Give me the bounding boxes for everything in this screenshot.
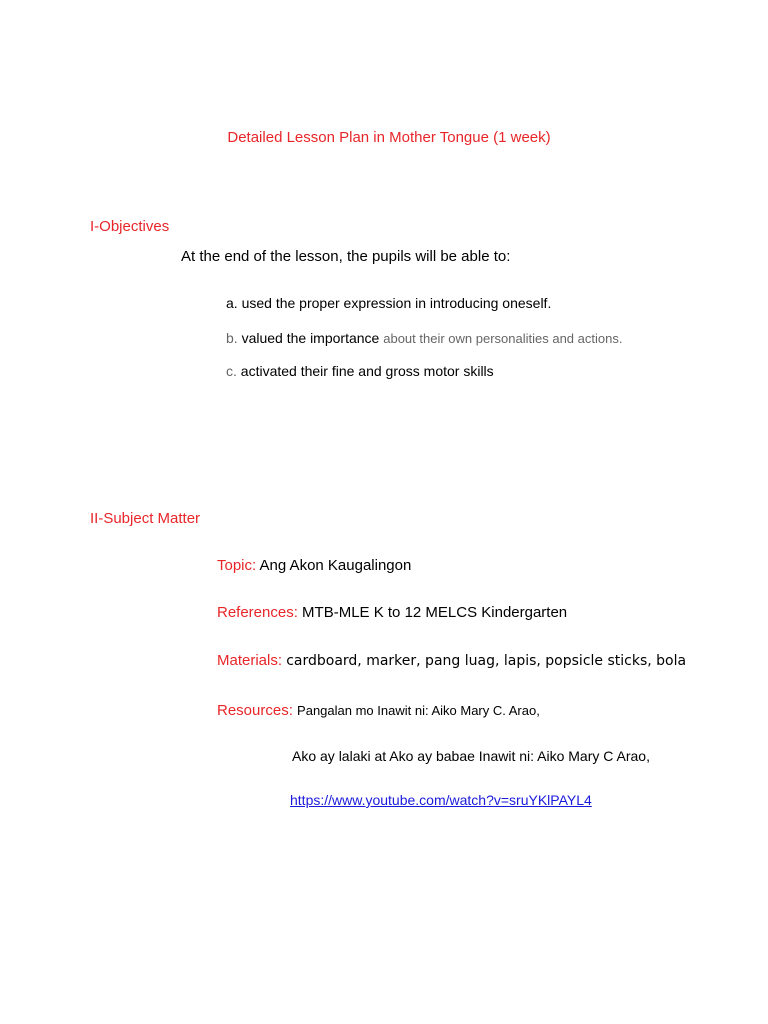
objective-marker-a: a. bbox=[226, 295, 238, 311]
objectives-intro: At the end of the lesson, the pupils will be able to: bbox=[181, 248, 511, 265]
resource-second-song: Ako ay lalaki at Ako ay babae Inawit ni: Aiko Mary C Arao, bbox=[292, 748, 650, 764]
objective-text-b: valued the importance bbox=[241, 330, 380, 346]
document-title: Detailed Lesson Plan in Mother Tongue (1 week) bbox=[227, 129, 551, 146]
objective-item-a bbox=[226, 295, 551, 311]
topic-label: Topic: bbox=[217, 557, 257, 574]
resources-row bbox=[217, 702, 540, 719]
references-label: References: bbox=[217, 604, 298, 621]
resources-value: Pangalan mo Inawit ni: Aiko Mary C. Arao, bbox=[297, 703, 540, 718]
topic-row bbox=[217, 557, 411, 574]
objective-text-b-continued: about their own personalities and actions. bbox=[383, 331, 623, 346]
objective-item-b bbox=[226, 330, 622, 346]
references-row bbox=[217, 604, 567, 621]
objectives-heading: I-Objectives bbox=[90, 218, 170, 235]
objective-marker-b: b. bbox=[226, 330, 238, 346]
objective-marker-c: c. bbox=[226, 363, 237, 379]
resources-label: Resources: bbox=[217, 702, 293, 719]
topic-value: Ang Akon Kaugalingon bbox=[259, 557, 412, 574]
resource-youtube-link[interactable]: https://www.youtube.com/watch?v=sruYKlPAYL4 bbox=[290, 792, 592, 808]
objective-text-c: activated their fine and gross motor skills bbox=[240, 363, 494, 379]
objective-item-c bbox=[226, 363, 494, 379]
objective-text-a: used the proper expression in introducing oneself. bbox=[241, 295, 552, 311]
subject-matter-heading: II-Subject Matter bbox=[90, 510, 201, 527]
materials-value: cardboard, marker, pang luag, lapis, popsicle sticks, bola bbox=[286, 653, 687, 669]
materials-row bbox=[217, 652, 686, 669]
references-value: MTB-MLE K to 12 MELCS Kindergarten bbox=[302, 604, 568, 621]
materials-label: Materials: bbox=[217, 652, 283, 669]
